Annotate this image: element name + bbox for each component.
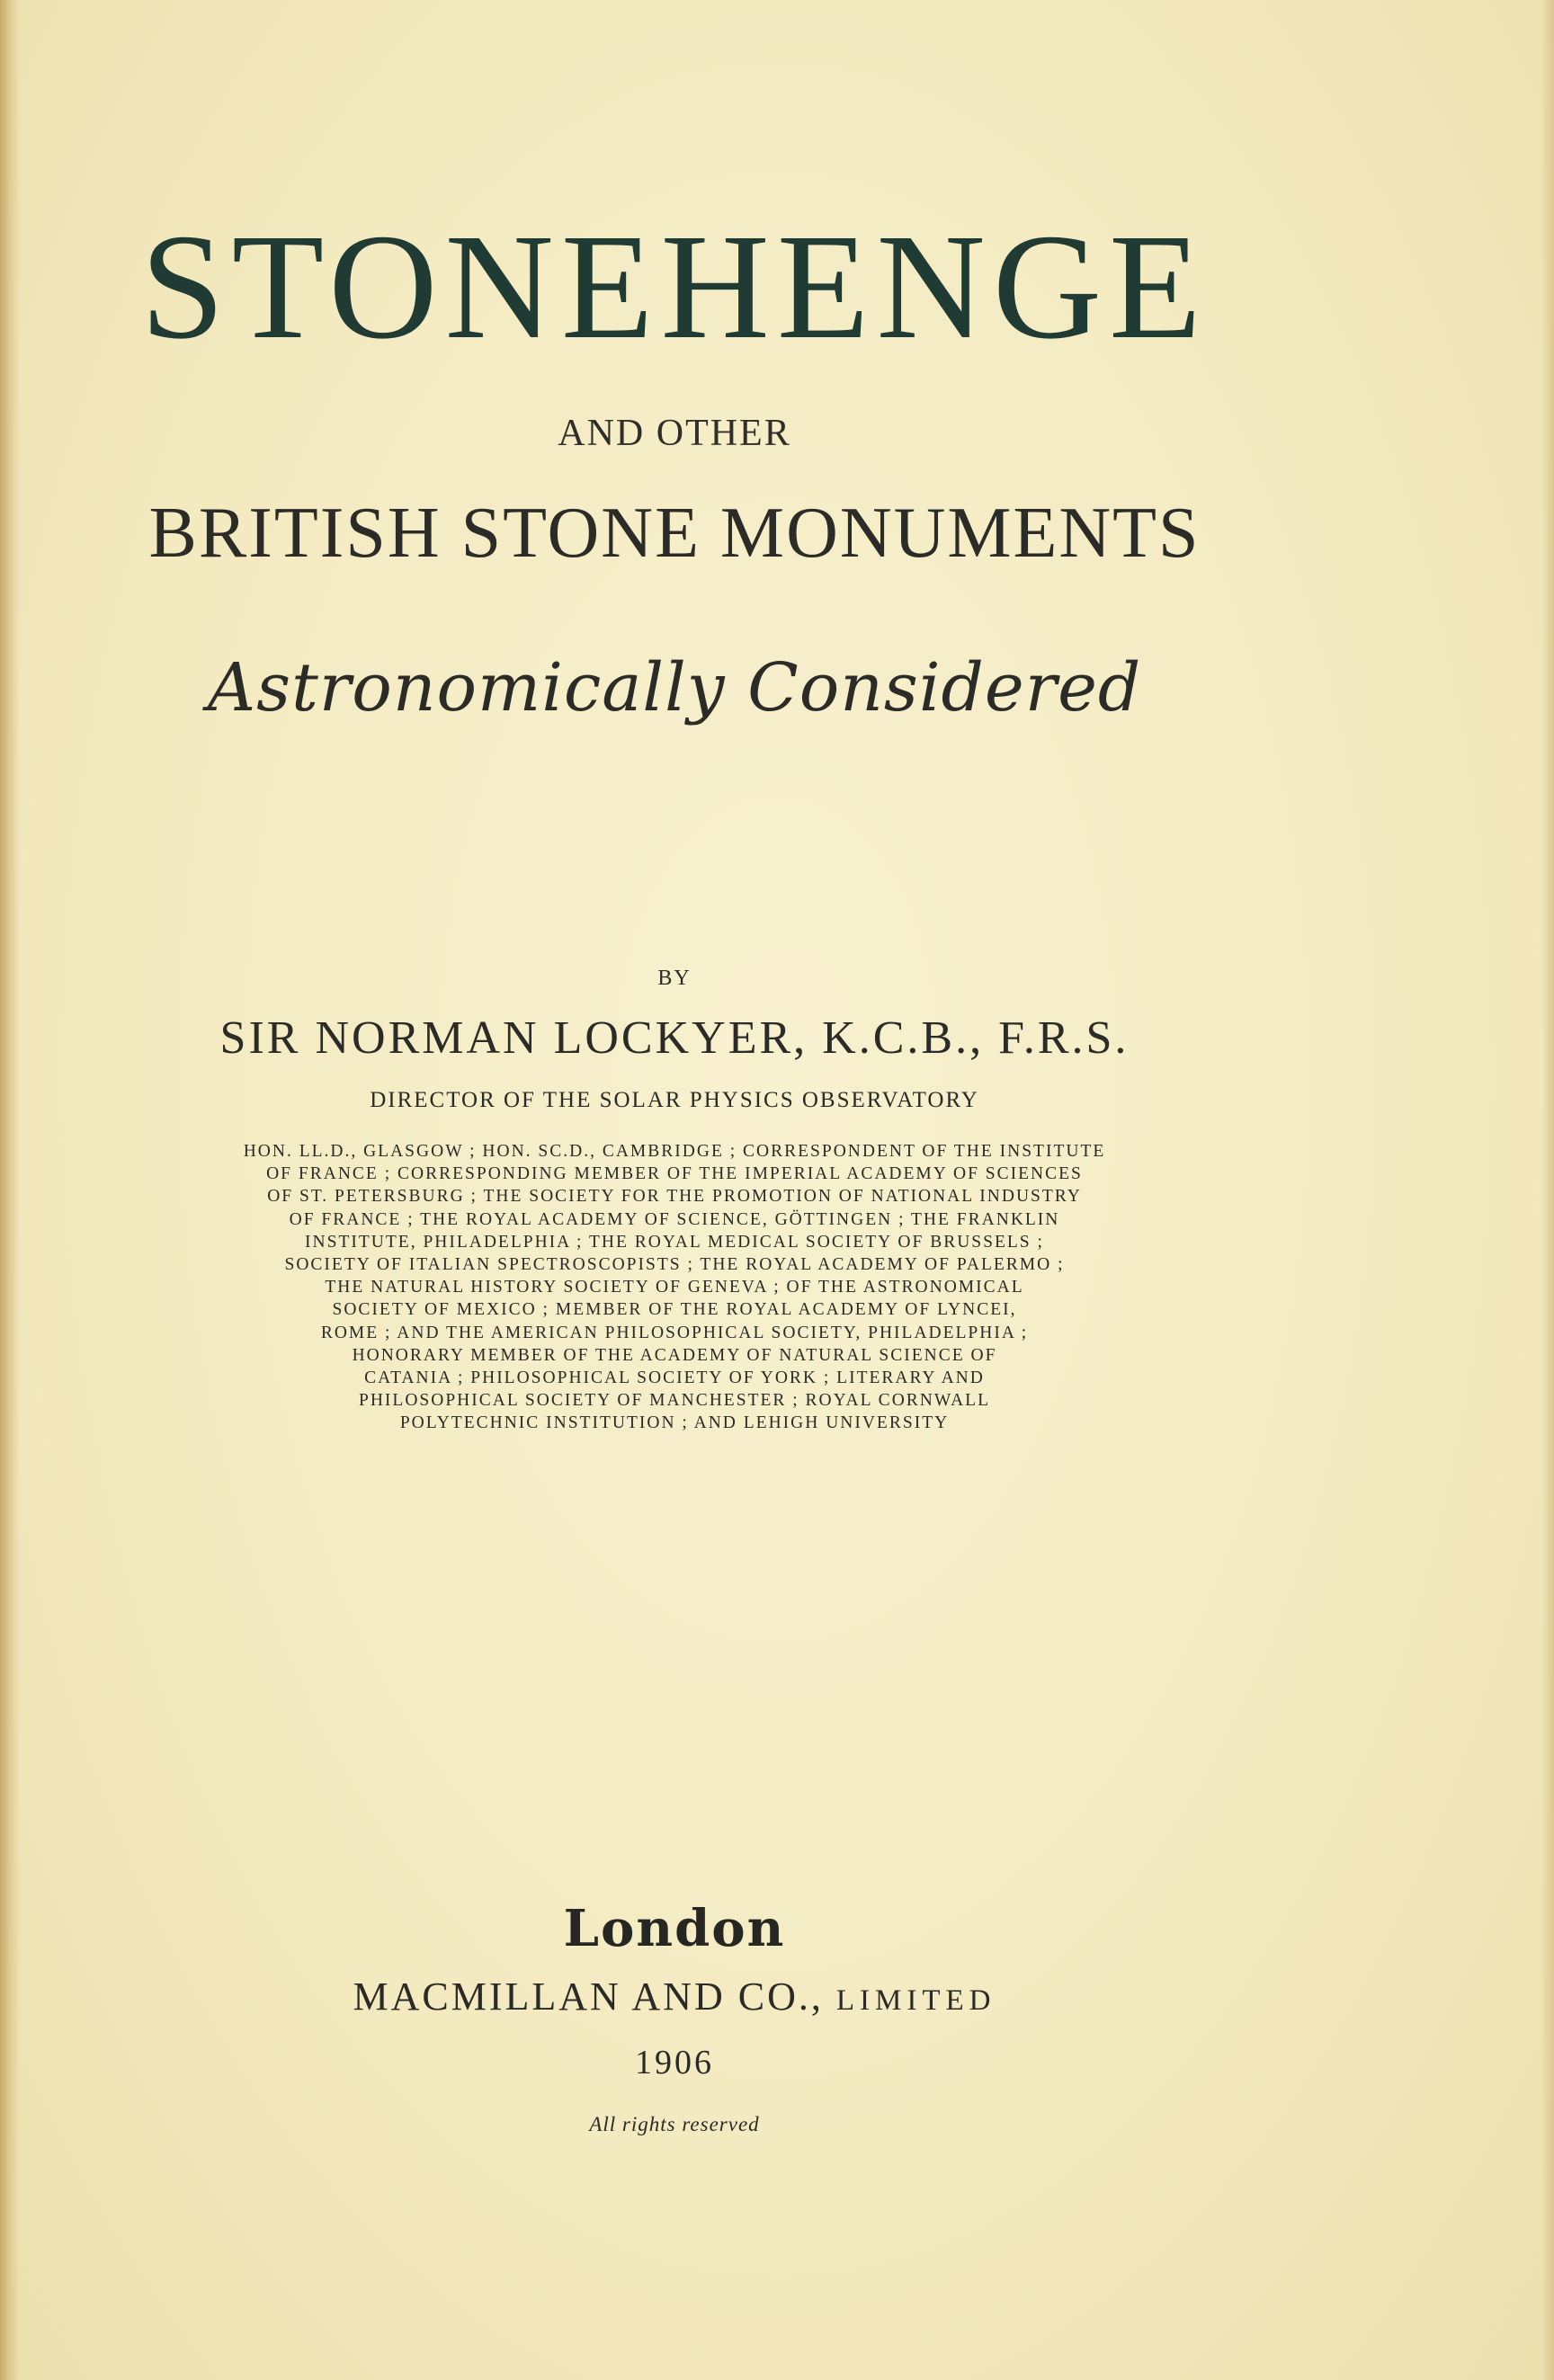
book-tagline: Astronomically Considered [207,649,1142,726]
publisher-name: MACMILLAN AND CO., [353,1974,824,2019]
honours-line: POLYTECHNIC INSTITUTION ; AND LEHIGH UNIVERSITY [399,1413,950,1433]
page-edge-shadow-right [1541,0,1554,2380]
honours-line: ROME ; AND THE AMERICAN PHILOSOPHICAL SOCIETY, PHILADELPHIA ; [320,1323,1029,1342]
publisher-suffix: LIMITED [835,1984,996,2017]
author-position: DIRECTOR OF THE SOLAR PHYSICS OBSERVATORY [370,1088,979,1112]
honours-line: OF ST. PETERSBURG ; THE SOCIETY FOR THE PROMOTION OF NATIONAL INDUSTRY [267,1187,1082,1207]
book-title: STONEHENGE [140,203,1209,370]
honours-line: OF FRANCE ; THE ROYAL ACADEMY OF SCIENCE, GÖTTINGEN ; THE FRANKLIN [289,1209,1060,1229]
honours-line: OF FRANCE ; CORRESPONDING MEMBER OF THE IMPERIAL ACADEMY OF SCIENCES [266,1164,1083,1184]
honours-line: HONORARY MEMBER OF THE ACADEMY OF NATURAL SCIENCE OF [352,1345,997,1365]
honours-line: PHILOSOPHICAL SOCIETY OF MANCHESTER ; ROYAL CORNWALL [358,1391,991,1411]
author-name: SIR NORMAN LOCKYER, K.C.B., F.R.S. [219,1012,1130,1064]
book-subtitle: BRITISH STONE MONUMENTS [148,494,1201,573]
honours-line: CATANIA ; PHILOSOPHICAL SOCIETY OF YORK ; LITERARY AND [364,1368,985,1388]
by-line: BY [657,967,692,990]
honours-line: INSTITUTE, PHILADELPHIA ; THE ROYAL MEDICAL SOCIETY OF BRUSSELS ; [305,1232,1044,1252]
honours-line: THE NATURAL HISTORY SOCIETY OF GENEVA ; OF THE ASTRONOMICAL [325,1278,1024,1297]
honours-line: SOCIETY OF ITALIAN SPECTROSCOPISTS ; THE ROYAL ACADEMY OF PALERMO ; [284,1255,1065,1275]
publisher [0,1974,1349,2019]
publication-year: 1906 [635,2044,714,2081]
author-honours [0,1140,1349,1435]
rights-notice: All rights reserved [589,2113,760,2135]
title-connector: AND OTHER [558,413,791,454]
honours-line: HON. LL.D., GLASGOW ; HON. SC.D., CAMBRIDGE ; CORRESPONDENT OF THE INSTITUTE [243,1142,1106,1161]
honours-line: SOCIETY OF MEXICO ; MEMBER OF THE ROYAL ACADEMY OF LYNCEI, [332,1300,1017,1320]
publication-place: London [563,1899,786,1958]
